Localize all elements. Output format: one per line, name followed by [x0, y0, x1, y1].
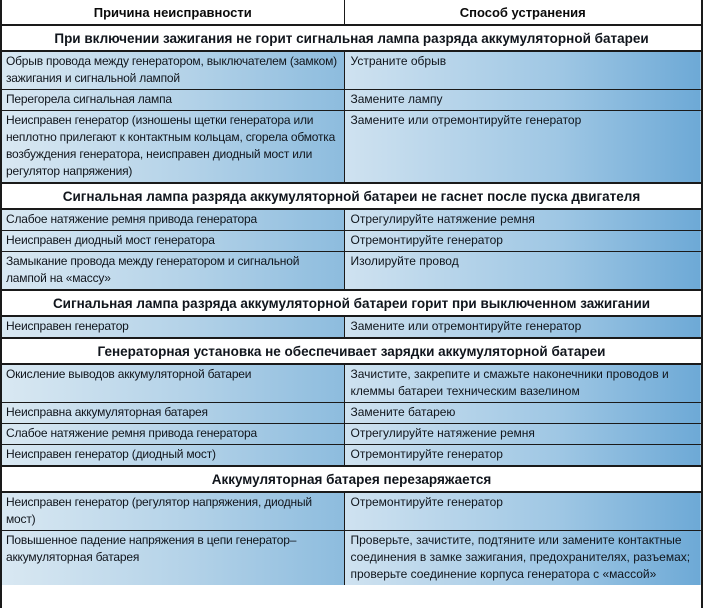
table-row	[2, 209, 701, 231]
fix-cell: Устраните обрыв	[344, 51, 701, 90]
cause-cell: Неисправен генератор	[2, 316, 344, 338]
cause-cell: Обрыв провода между генератором, выключателем (замком) зажигания и сигнальной лампой	[2, 51, 344, 90]
table-row	[2, 492, 701, 531]
fix-cell: Отремонтируйте генератор	[344, 231, 701, 252]
fix-cell: Зачистите, закрепите и смажьте наконечники проводов и клеммы батареи техническим вазелином	[344, 364, 701, 403]
section-title: Аккумуляторная батарея перезаряжается	[2, 466, 701, 492]
table-row	[2, 111, 701, 184]
section-header	[2, 466, 701, 492]
cause-cell: Повышенное падение напряжения в цепи генератор–аккумуляторная батарея	[2, 531, 344, 586]
section-header	[2, 25, 701, 51]
table-row	[2, 424, 701, 445]
table-row	[2, 231, 701, 252]
fix-cell: Замените батарею	[344, 403, 701, 424]
table-row	[2, 316, 701, 338]
section-title: Генераторная установка не обеспечивает зарядки аккумуляторной батареи	[2, 338, 701, 364]
table-row	[2, 403, 701, 424]
cause-cell: Окисление выводов аккумуляторной батареи	[2, 364, 344, 403]
section-header	[2, 183, 701, 209]
table-row	[2, 364, 701, 403]
table-row	[2, 90, 701, 111]
table-row	[2, 51, 701, 90]
table-row	[2, 252, 701, 291]
fix-cell: Отрегулируйте натяжение ремня	[344, 209, 701, 231]
cause-cell: Замыкание провода между генератором и сигнальной лампой на «массу»	[2, 252, 344, 291]
fix-cell: Замените или отремонтируйте генератор	[344, 111, 701, 184]
cause-cell: Неисправен генератор (регулятор напряжения, диодный мост)	[2, 492, 344, 531]
section-header	[2, 338, 701, 364]
cause-cell: Неисправен генератор (изношены щетки генератора или неплотно прилегают к контактным кольцам, сгорела обмотка возбуждения генератора, неисправен диодный мост или регулятор напряжения)	[2, 111, 344, 184]
fix-cell: Замените или отремонтируйте генератор	[344, 316, 701, 338]
fix-cell: Отремонтируйте генератор	[344, 492, 701, 531]
cause-cell: Слабое натяжение ремня привода генератора	[2, 209, 344, 231]
cause-cell: Перегорела сигнальная лампа	[2, 90, 344, 111]
table-row	[2, 445, 701, 467]
cause-cell: Неисправна аккумуляторная батарея	[2, 403, 344, 424]
cause-cell: Неисправен диодный мост генератора	[2, 231, 344, 252]
cause-cell: Слабое натяжение ремня привода генератора	[2, 424, 344, 445]
fix-cell: Отремонтируйте генератор	[344, 445, 701, 467]
fix-cell: Замените лампу	[344, 90, 701, 111]
table-row	[2, 531, 701, 586]
fix-cell: Отрегулируйте натяжение ремня	[344, 424, 701, 445]
fix-cell: Проверьте, зачистите, подтяните или замените контактные соединения в замке зажигания, предохранителях, разъемах; проверьте соединение корпуса генератора с «массой»	[344, 531, 701, 586]
header-cause: Причина неисправности	[2, 0, 344, 25]
table-header-row	[2, 0, 701, 25]
troubleshooting-table	[2, 0, 701, 585]
section-header	[2, 290, 701, 316]
section-title: Сигнальная лампа разряда аккумуляторной батареи горит при выключенном зажигании	[2, 290, 701, 316]
header-fix: Способ устранения	[344, 0, 701, 25]
fix-cell: Изолируйте провод	[344, 252, 701, 291]
section-title: Сигнальная лампа разряда аккумуляторной батареи не гаснет после пуска двигателя	[2, 183, 701, 209]
cause-cell: Неисправен генератор (диодный мост)	[2, 445, 344, 467]
section-title: При включении зажигания не горит сигнальная лампа разряда аккумуляторной батареи	[2, 25, 701, 51]
